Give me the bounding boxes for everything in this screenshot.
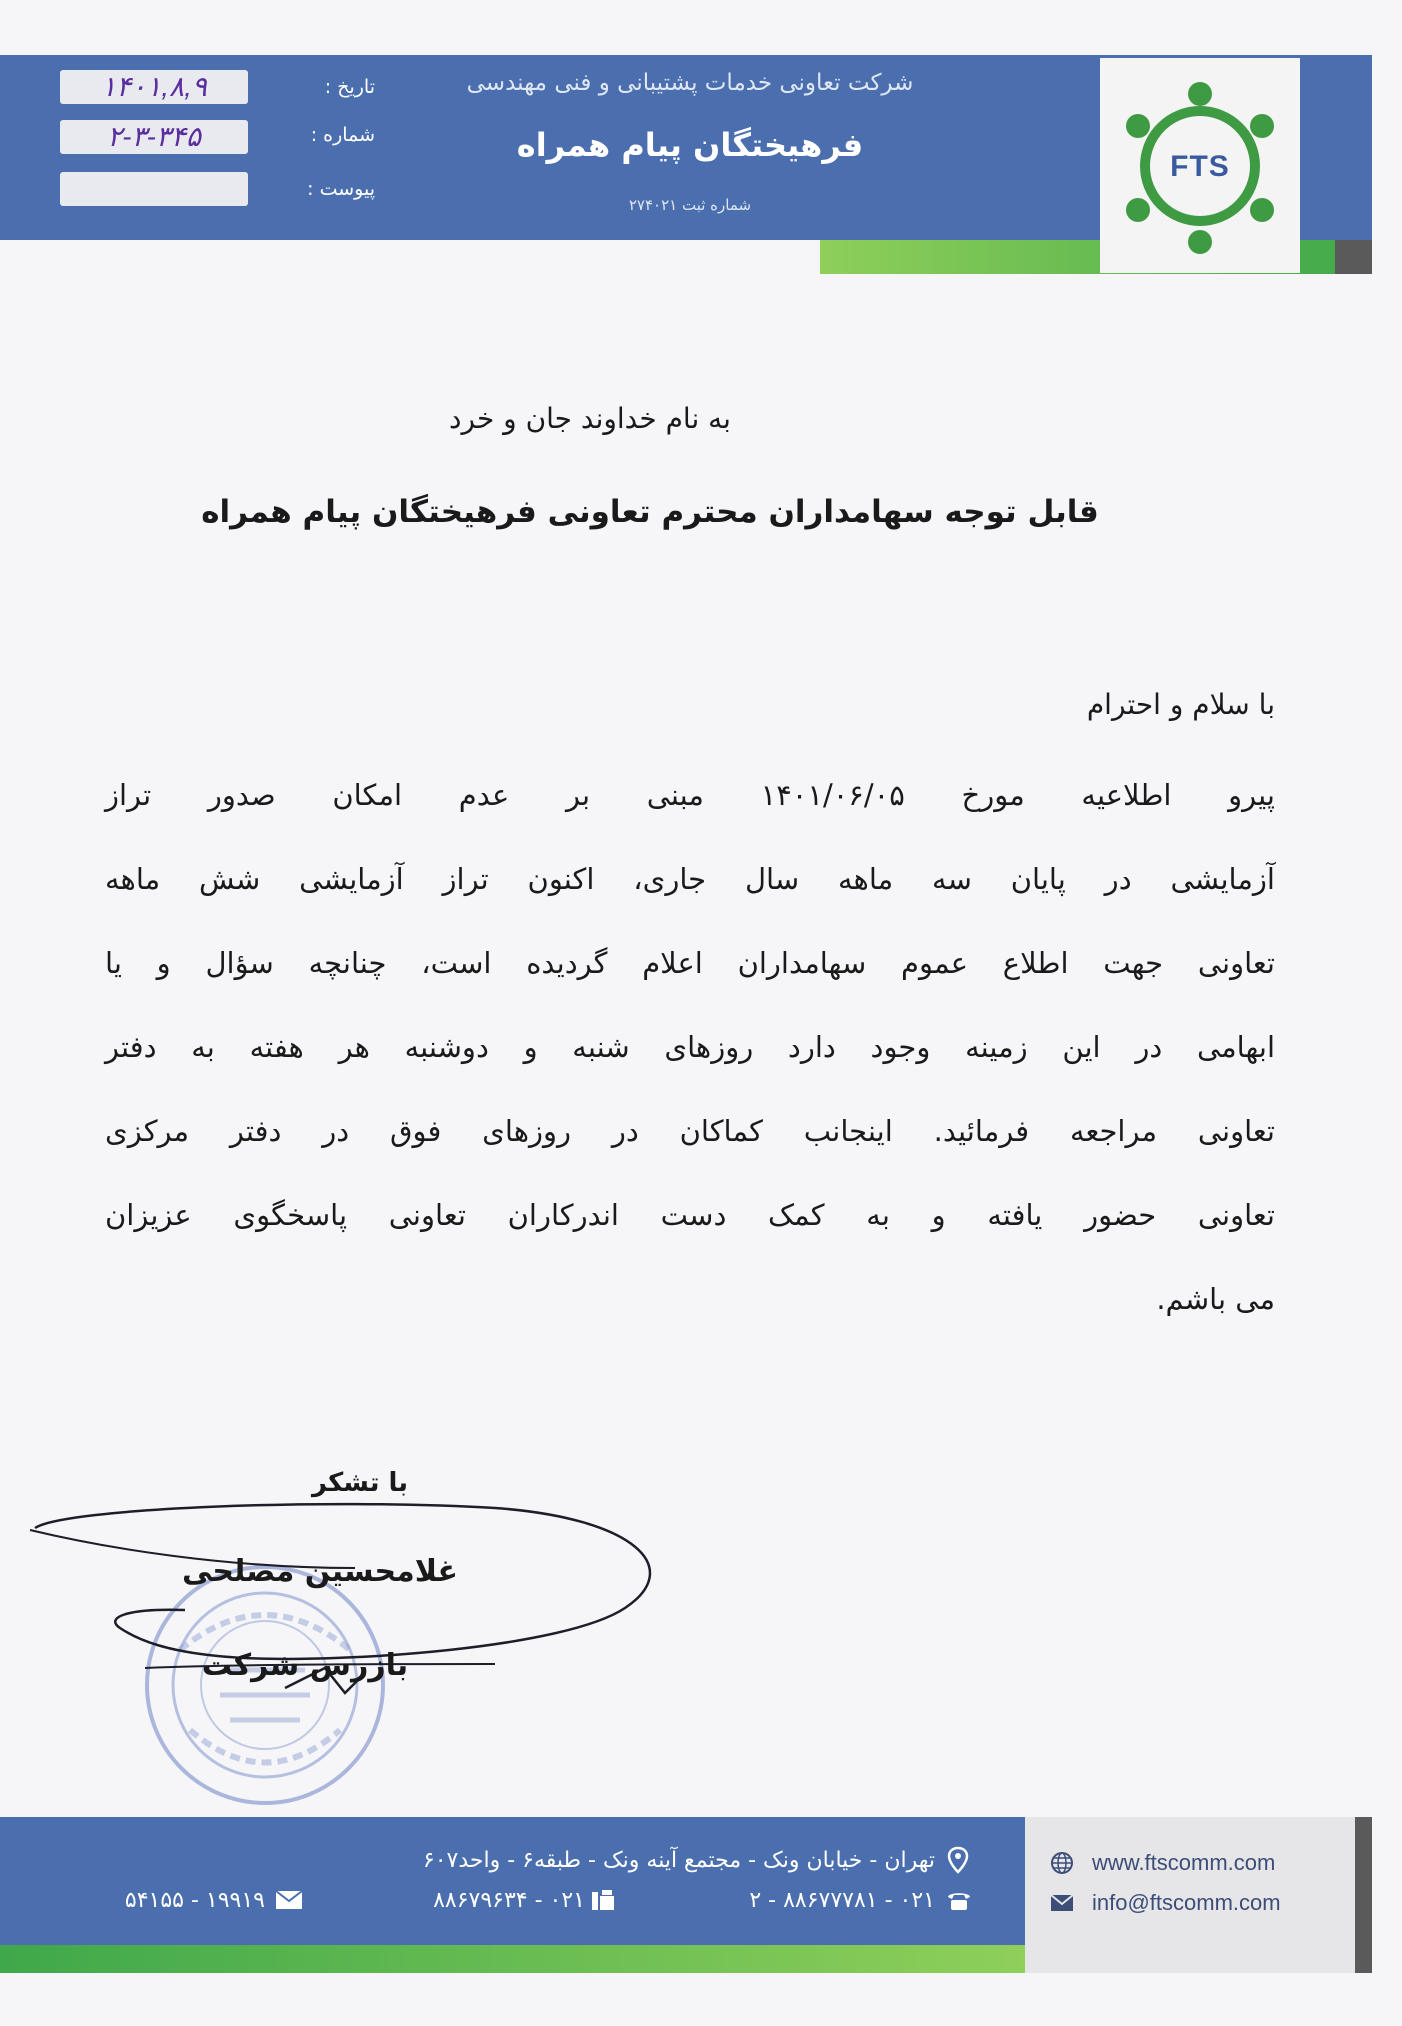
fax-icon [590,1888,616,1912]
footer-dark-stripe [1355,1817,1372,1973]
closing-thanks: با تشکر [311,1468,409,1498]
company-logo [1100,58,1300,273]
footer-green-stripe [0,1945,1025,1973]
website-link[interactable]: www.ftscomm.com [1092,1850,1276,1875]
company-name: فرهیختگان پیام همراه [516,126,864,164]
logo-figure-icon [1126,198,1150,222]
location-pin-icon [945,1846,971,1876]
attachment-field [60,172,248,206]
paragraph-line: آزمایشی در پایان سه ماهه سال جاری، اکنون تراز آزمایشی شش ماهه [105,862,1275,896]
phone-icon [945,1888,973,1912]
email-link[interactable]: info@ftscomm.com [1092,1890,1281,1915]
paragraph-line: ابهامی در این زمینه وجود دارد روزهای شنبه و دوشنبه هر هفته به دفتر [105,1030,1275,1064]
globe-icon [1050,1851,1074,1875]
logo-figure-icon [1250,114,1274,138]
number-field: ۲-۳-۳۴۵ [60,120,248,154]
attachment-label: پیوست : [307,178,375,200]
paragraph-line: می باشم. [1156,1282,1275,1316]
paragraph-line: پیرو اطلاعیه مورخ ۱۴۰۱/۰۶/۰۵ مبنی بر عدم امکان صدور تراز [105,778,1275,812]
phone-text: ۰۲۱ - ۸۸۶۷۷۷۸۱ - ۲ [749,1888,935,1913]
greeting: با سلام و احترام [1086,688,1275,721]
recipient-heading: قابل توجه سهامداران محترم تعاونی فرهیختگان پیام همراه [201,494,1099,530]
letterhead-header [0,0,1402,240]
paragraph-line: تعاونی حضور یافته و به کمک دست اندرکاران تعاونی پاسخگوی عزیزان [105,1198,1275,1232]
paragraph-line: تعاونی جهت اطلاع عموم سهامداران اعلام گردیده است، چنانچه سؤال و یا [105,946,1275,980]
email-icon [1050,1894,1074,1912]
logo-figure-icon [1188,82,1212,106]
fax-text: ۰۲۱ - ۸۸۶۷۹۶۳۴ [433,1888,585,1913]
company-subtitle: شرکت تعاونی خدمات پشتیبانی و فنی مهندسی [466,70,914,96]
logo-text: FTS [1170,150,1230,183]
mail-box-icon [275,1890,303,1910]
basmala: به نام خداوند جان و خرد [449,402,731,435]
registration-number: شماره ثبت ۲۷۴۰۲۱ [628,196,752,214]
paragraph-line: تعاونی مراجعه فرمائید. اینجانب کماکان در روزهای فوق در دفتر مرکزی [105,1114,1275,1148]
footer-band [0,1817,1025,1945]
logo-figure-icon [1188,230,1212,254]
po-box-text: ۱۹۹۱۹ - ۵۴۱۵۵ [124,1888,265,1913]
logo-figure-icon [1126,114,1150,138]
number-label: شماره : [310,124,375,146]
date-field: ۱۴۰۱,۸,۹ [60,70,248,104]
signer-name: غلامحسین مصلحی [181,1554,459,1589]
date-label: تاریخ : [324,76,375,98]
header-dark-stripe [1335,240,1372,274]
logo-figure-icon [1250,198,1274,222]
address-text: تهران - خیابان ونک - مجتمع آینه ونک - طبقه۶ - واحد۶۰۷ [422,1848,935,1873]
signer-title: بازرس شرکت [201,1648,409,1683]
